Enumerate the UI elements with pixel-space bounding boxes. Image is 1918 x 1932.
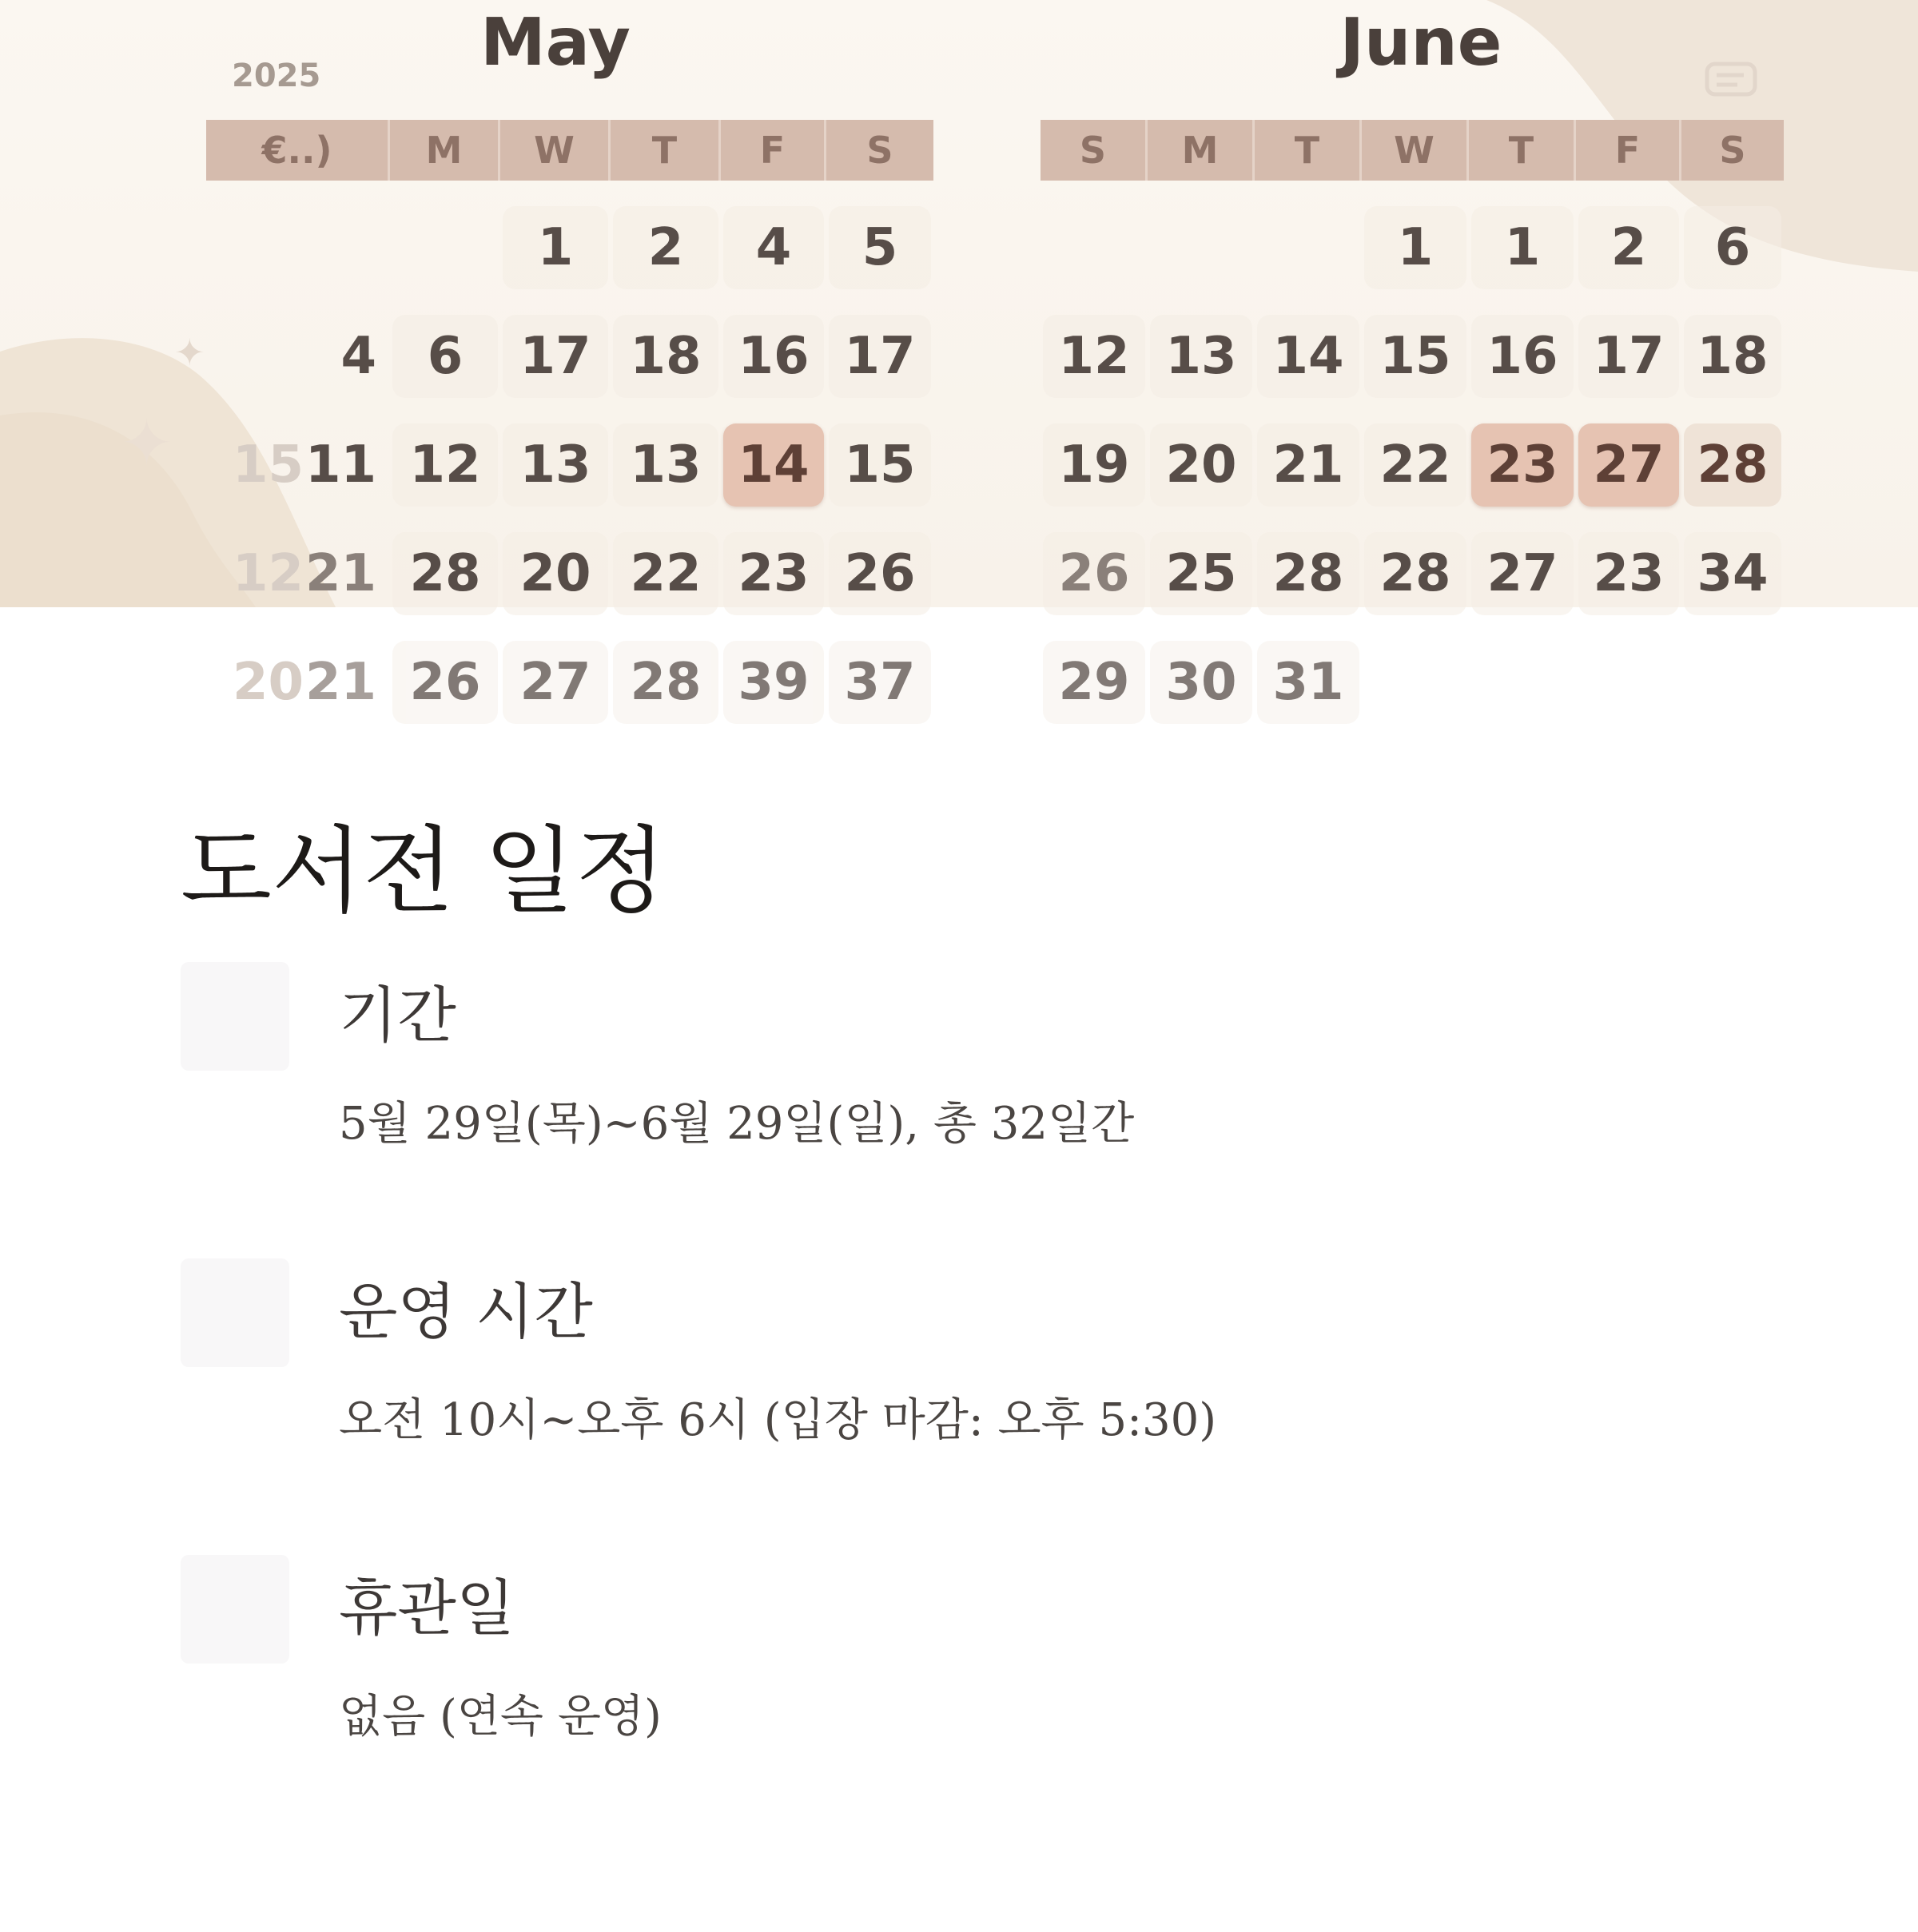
may-day-cell: 27 <box>503 641 608 724</box>
weekday-label: T <box>1255 120 1362 181</box>
may-day-cell <box>209 206 388 289</box>
may-day-cell: 4 <box>340 327 376 386</box>
may-edge-day: 15 <box>233 435 304 495</box>
june-day-cell <box>1364 641 1466 724</box>
may-day-cell: 4 <box>723 206 824 289</box>
june-day-cell: 1 <box>1364 206 1466 289</box>
may-day-cell: 23 <box>723 532 824 615</box>
weekday-label: F <box>1576 120 1681 181</box>
june-day-cell: 15 <box>1364 315 1466 398</box>
june-day-cell: 29 <box>1043 641 1145 724</box>
june-day-cell: 17 <box>1578 315 1679 398</box>
schedule-item-label: 운영 시간 <box>339 1276 593 1347</box>
june-day-cell <box>1150 206 1252 289</box>
schedule-item-value: 5월 29일(목)~6월 29일(일), 총 32일간 <box>339 1098 1135 1150</box>
schedule-item-closed-days <box>181 1555 1699 1747</box>
weekday-label: S <box>1041 120 1148 181</box>
june-week-row <box>1041 423 1784 507</box>
may-edge-day: 12 <box>233 544 304 603</box>
june-day-cell <box>1257 206 1359 289</box>
may-day-cell: 39 <box>723 641 824 724</box>
year-label: 2025 <box>232 58 321 94</box>
may-day-cell: 13 <box>503 423 608 507</box>
weekday-label: M <box>390 120 500 181</box>
june-title: June <box>1339 5 1502 81</box>
sparkle-icon: ✦ <box>120 406 174 480</box>
june-day-cell <box>1471 641 1574 724</box>
may-day-cell: 17 <box>829 315 931 398</box>
may-day-cell: 14 <box>723 423 824 507</box>
clock-icon <box>181 1258 289 1367</box>
schedule-item-label: 기간 <box>339 980 456 1051</box>
may-day-cell <box>392 206 498 289</box>
may-day-cell: 26 <box>392 641 498 724</box>
weekday-label: M <box>1148 120 1255 181</box>
june-day-cell: 26 <box>1043 532 1145 615</box>
calendar-icon <box>181 962 289 1071</box>
may-day-cell: 12 <box>392 423 498 507</box>
sparkle-icon: ✦ <box>174 331 205 374</box>
june-calendar-grid <box>1041 120 1784 724</box>
weekday-label: W <box>500 120 611 181</box>
june-day-cell: 34 <box>1684 532 1781 615</box>
june-day-cell: 25 <box>1150 532 1252 615</box>
may-day-cell: 13 <box>613 423 718 507</box>
june-weekday-header <box>1041 120 1784 181</box>
schedule-item-value: 없음 (연속 운영) <box>339 1691 662 1743</box>
may-day-cell: 37 <box>829 641 931 724</box>
may-day-cell: 28 <box>613 641 718 724</box>
schedule-item-hours <box>181 1258 1699 1450</box>
schedule-item-value: 오전 10시~오후 6시 (입장 마감: 오후 5:30) <box>339 1394 1217 1446</box>
may-day-cell: 18 <box>613 315 718 398</box>
june-day-cell: 1 <box>1471 206 1574 289</box>
june-day-cell: 16 <box>1471 315 1574 398</box>
june-day-cell: 6 <box>1684 206 1781 289</box>
may-day-cell: 5 <box>829 206 931 289</box>
june-week-row <box>1041 532 1784 615</box>
may-week-row <box>206 423 933 507</box>
may-day-cell: 2 <box>613 206 718 289</box>
may-day-cell: 20 <box>503 532 608 615</box>
june-day-cell: 23 <box>1471 423 1574 507</box>
june-day-cell: 19 <box>1043 423 1145 507</box>
weekday-label: S <box>1681 120 1784 181</box>
june-day-cell: 12 <box>1043 315 1145 398</box>
june-day-cell: 13 <box>1150 315 1252 398</box>
weekday-label: T <box>1469 120 1576 181</box>
may-day-cell: 21 <box>304 653 376 712</box>
weekday-label: W <box>1362 120 1469 181</box>
june-day-cell: 20 <box>1150 423 1252 507</box>
weekday-label: S <box>826 120 933 181</box>
june-day-cell: 27 <box>1578 423 1679 507</box>
weekday-label: F <box>721 120 826 181</box>
june-day-cell: 31 <box>1257 641 1359 724</box>
ticket-icon <box>1704 59 1760 99</box>
may-week-row <box>206 206 933 289</box>
june-day-cell: 28 <box>1364 532 1466 615</box>
may-week-row <box>206 315 933 398</box>
june-day-cell: 28 <box>1684 423 1781 507</box>
weekday-label: €..) <box>206 120 390 181</box>
june-week-row <box>1041 206 1784 289</box>
schedule-item-period <box>181 962 1699 1154</box>
may-weekday-header <box>206 120 933 181</box>
june-day-cell <box>1578 641 1679 724</box>
may-week-row <box>206 641 933 724</box>
may-day-cell: 28 <box>392 532 498 615</box>
june-day-cell: 2 <box>1578 206 1679 289</box>
schedule-item-label: 휴관일 <box>339 1572 515 1644</box>
june-day-cell: 23 <box>1578 532 1679 615</box>
june-day-cell: 27 <box>1471 532 1574 615</box>
may-day-cell: 6 <box>392 315 498 398</box>
june-day-cell: 22 <box>1364 423 1466 507</box>
june-day-cell: 18 <box>1684 315 1781 398</box>
may-day-cell: 16 <box>723 315 824 398</box>
june-day-cell: 14 <box>1257 315 1359 398</box>
closed-icon <box>181 1555 289 1664</box>
may-title: May <box>480 5 631 81</box>
calendar-image <box>0 0 1918 712</box>
may-day-cell: 21 <box>304 544 376 603</box>
june-day-cell: 21 <box>1257 423 1359 507</box>
may-day-cell: 15 <box>829 423 931 507</box>
may-calendar-grid <box>206 120 933 724</box>
may-day-cell: 26 <box>829 532 931 615</box>
june-week-row <box>1041 315 1784 398</box>
may-day-cell: 1 <box>503 206 608 289</box>
june-day-cell <box>1684 641 1781 724</box>
page-title: 도서전 일정 <box>181 816 667 926</box>
may-week-row <box>206 532 933 615</box>
may-day-cell: 11 <box>304 435 376 495</box>
june-day-cell <box>1043 206 1145 289</box>
june-day-cell: 30 <box>1150 641 1252 724</box>
weekday-label: T <box>611 120 721 181</box>
june-day-cell: 28 <box>1257 532 1359 615</box>
june-week-row <box>1041 641 1784 724</box>
may-day-cell: 22 <box>613 532 718 615</box>
may-day-cell: 17 <box>503 315 608 398</box>
may-edge-day: 20 <box>233 653 304 712</box>
